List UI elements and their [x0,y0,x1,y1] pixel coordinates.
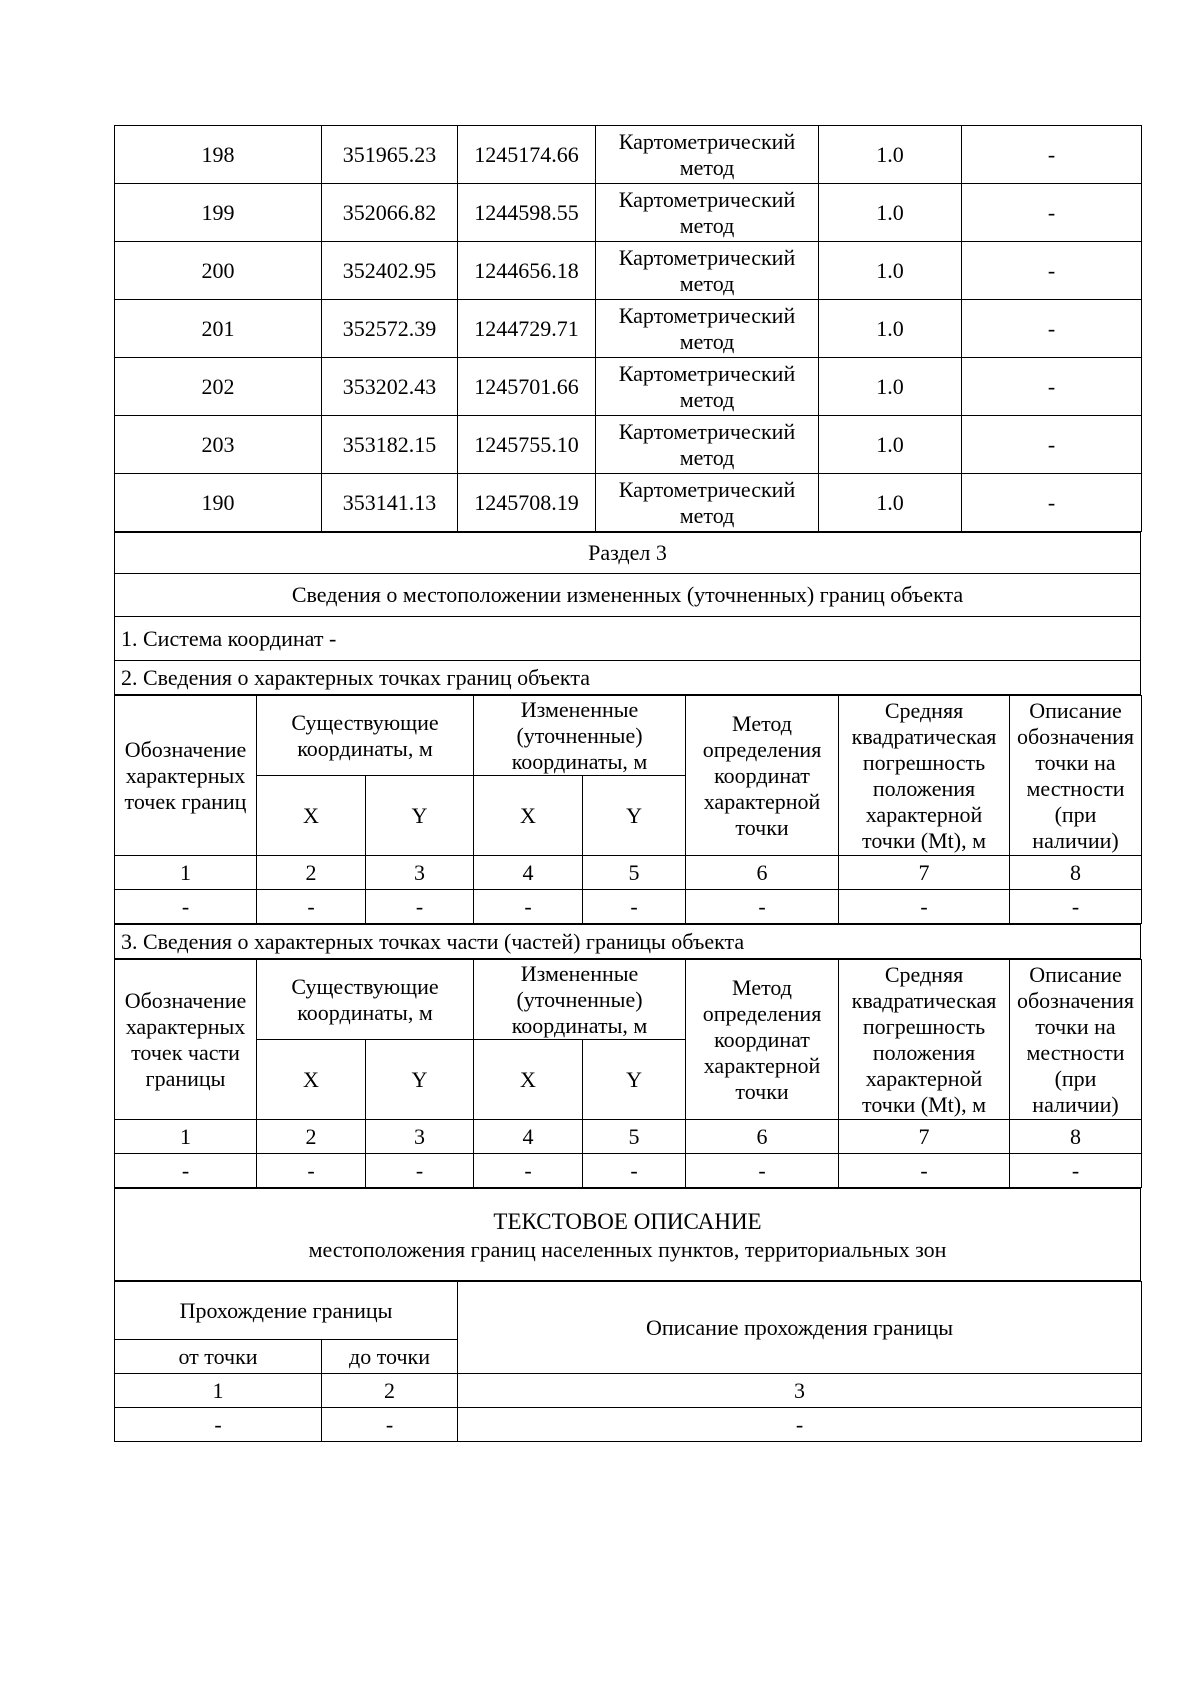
text-description-title-cell [115,1189,1141,1281]
column-number: 4 [474,856,583,890]
column-number: 8 [1010,1120,1142,1154]
header-to-point: до точки [322,1340,458,1374]
x-coordinate-cell: 352066.82 [322,184,458,242]
header-y: Y [583,776,686,856]
accuracy-cell: 1.0 [819,300,962,358]
column-number: 6 [686,856,839,890]
method-cell: Картометрический метод [596,242,819,300]
point-cell: 190 [115,474,322,532]
table-row [115,474,1142,532]
empty-cell: - [839,890,1010,924]
boundary-points-table [114,695,1142,924]
empty-cell: - [583,890,686,924]
text-description-subtitle: местоположения границ населенных пунктов, территориальных зон [308,1236,947,1262]
header-designation: Обозначение характерных точек части границы [115,960,257,1120]
empty-cell: - [366,890,474,924]
coordinates-table [114,125,1142,532]
column-number: 2 [257,1120,366,1154]
y-coordinate-cell: 1245174.66 [458,126,596,184]
y-coordinate-cell: 1244656.18 [458,242,596,300]
point-cell: 202 [115,358,322,416]
description-cell: - [962,416,1142,474]
part-boundary-points-table [114,959,1142,1188]
x-coordinate-cell: 353202.43 [322,358,458,416]
header-existing: Существующие координаты, м [257,696,474,776]
column-number: 2 [322,1374,458,1408]
header-y: Y [366,1040,474,1120]
empty-cell: - [474,1154,583,1188]
header-accuracy: Средняя квадратическая погрешность положения характерной точки (Mt), м [839,696,1010,856]
method-cell: Картометрический метод [596,126,819,184]
empty-cell: - [322,1408,458,1442]
column-number: 4 [474,1120,583,1154]
empty-cell: - [474,890,583,924]
empty-cell: - [1010,1154,1142,1188]
empty-cell: - [115,1154,257,1188]
header-designation: Обозначение характерных точек границ [115,696,257,856]
y-coordinate-cell: 1245708.19 [458,474,596,532]
header-passage: Прохождение границы [115,1282,458,1340]
y-coordinate-cell: 1244729.71 [458,300,596,358]
section-subtitle: Сведения о местоположении измененных (уточненных) границ объекта [115,574,1141,617]
empty-cell: - [583,1154,686,1188]
column-number: 3 [366,856,474,890]
header-passage-description: Описание прохождения границы [458,1282,1142,1374]
accuracy-cell: 1.0 [819,242,962,300]
text-description-title: ТЕКСТОВОЕ ОПИСАНИЕ [493,1208,762,1234]
accuracy-cell: 1.0 [819,474,962,532]
section3-header [114,532,1141,695]
accuracy-cell: 1.0 [819,126,962,184]
point-cell: 198 [115,126,322,184]
empty-cell: - [115,1408,322,1442]
point-cell: 200 [115,242,322,300]
description-cell: - [962,126,1142,184]
header-x: X [474,776,583,856]
description-cell: - [962,474,1142,532]
empty-cell: - [686,1154,839,1188]
boundary-passage-table [114,1281,1142,1442]
table-row [115,126,1142,184]
empty-cell: - [366,1154,474,1188]
empty-cell: - [1010,890,1142,924]
header-y: Y [366,776,474,856]
description-cell: - [962,300,1142,358]
empty-cell: - [458,1408,1142,1442]
column-number: 1 [115,1374,322,1408]
header-changed: Измененные (уточненные) координаты, м [474,960,686,1040]
empty-cell: - [257,1154,366,1188]
description-cell: - [962,358,1142,416]
column-number: 2 [257,856,366,890]
column-number: 1 [115,1120,257,1154]
header-x: X [257,776,366,856]
point-cell: 203 [115,416,322,474]
method-cell: Картометрический метод [596,300,819,358]
part-points-section-title: 3. Сведения о характерных точках части (частей) границы объекта [115,925,1141,959]
header-changed: Измененные (уточненные) координаты, м [474,696,686,776]
x-coordinate-cell: 353141.13 [322,474,458,532]
header-description: Описание обозначения точки на местности (при наличии) [1010,696,1142,856]
table-row [115,416,1142,474]
coordinate-system: 1. Система координат - [115,617,1141,661]
table-row [115,184,1142,242]
empty-cell: - [686,890,839,924]
text-description-header [114,1188,1141,1281]
column-number: 8 [1010,856,1142,890]
table-row [115,358,1142,416]
column-number: 7 [839,856,1010,890]
accuracy-cell: 1.0 [819,358,962,416]
y-coordinate-cell: 1244598.55 [458,184,596,242]
description-cell: - [962,242,1142,300]
method-cell: Картометрический метод [596,474,819,532]
method-cell: Картометрический метод [596,184,819,242]
document-page [114,125,1141,1442]
x-coordinate-cell: 351965.23 [322,126,458,184]
column-number: 5 [583,1120,686,1154]
column-number: 5 [583,856,686,890]
description-cell: - [962,184,1142,242]
column-number: 1 [115,856,257,890]
part-points-title-table [114,924,1141,959]
header-y: Y [583,1040,686,1120]
column-number: 3 [458,1374,1142,1408]
accuracy-cell: 1.0 [819,416,962,474]
x-coordinate-cell: 353182.15 [322,416,458,474]
empty-cell: - [839,1154,1010,1188]
header-x: X [257,1040,366,1120]
empty-cell: - [257,890,366,924]
header-existing: Существующие координаты, м [257,960,474,1040]
y-coordinate-cell: 1245701.66 [458,358,596,416]
table-row [115,242,1142,300]
header-method: Метод определения координат характерной точки [686,960,839,1120]
header-x: X [474,1040,583,1120]
column-number: 7 [839,1120,1010,1154]
empty-cell: - [115,890,257,924]
method-cell: Картометрический метод [596,416,819,474]
section-title: Раздел 3 [115,533,1141,574]
method-cell: Картометрический метод [596,358,819,416]
point-cell: 199 [115,184,322,242]
column-number: 3 [366,1120,474,1154]
y-coordinate-cell: 1245755.10 [458,416,596,474]
header-from-point: от точки [115,1340,322,1374]
header-description: Описание обозначения точки на местности (при наличии) [1010,960,1142,1120]
point-cell: 201 [115,300,322,358]
column-number: 6 [686,1120,839,1154]
table-row [115,300,1142,358]
header-method: Метод определения координат характерной точки [686,696,839,856]
x-coordinate-cell: 352402.95 [322,242,458,300]
header-accuracy: Средняя квадратическая погрешность положения характерной точки (Mt), м [839,960,1010,1120]
accuracy-cell: 1.0 [819,184,962,242]
x-coordinate-cell: 352572.39 [322,300,458,358]
points-section-title: 2. Сведения о характерных точках границ объекта [115,661,1141,695]
